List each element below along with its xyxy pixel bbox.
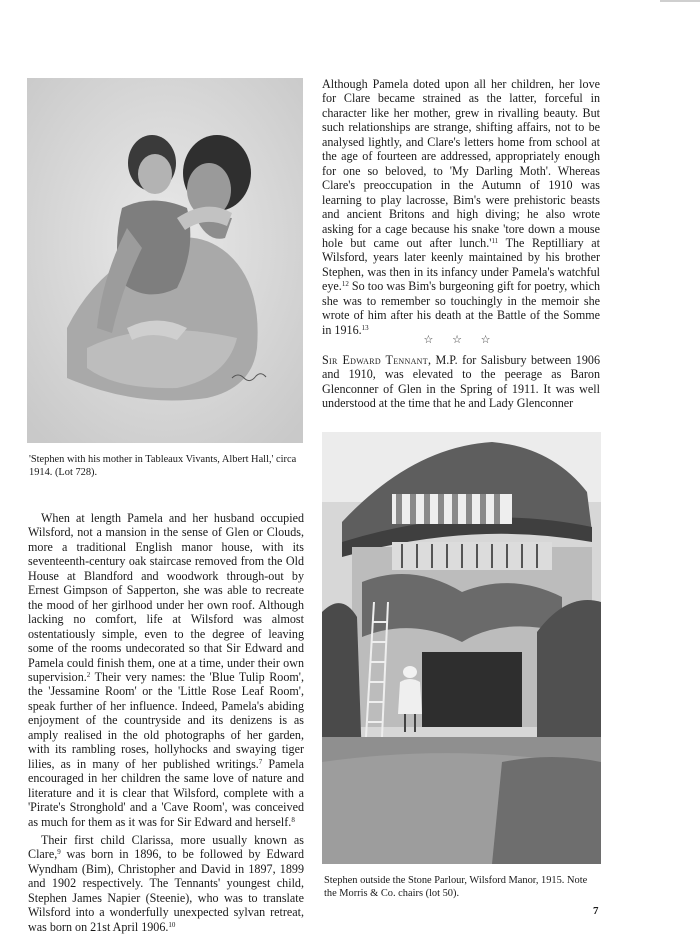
footnote-ref: 9	[57, 848, 61, 857]
right-column-upper-text	[322, 77, 600, 337]
footnote-ref: 12	[341, 280, 349, 289]
photo-caption-mother-and-child: 'Stephen with his mother in Tableaux Vivants, Albert Hall,' circa 1914. (Lot 728).	[29, 454, 297, 478]
text-run: Their very names: the 'Blue Tulip Room', the 'Jessamine Room' or the 'Little Rose Leaf Room', speak further of her influence. Indeed, Pamela's abiding enjoyment of the countryside and its denizens is as amply realised in the old photographs of her garden, with its rambling roses, hollyhocks and swaying tiger lilies, as in many of her published writings.	[28, 669, 304, 771]
footnote-ref: 7	[258, 757, 263, 766]
text-run: Although Pamela doted upon all her children, her love for Clare became strained as the latter, forceful in character like her mother, grew in rivalling beauty. But such relationships are strange, shifting affairs, not to be analysed lightly, and Clare's letters home from school at the age of fourteen are addressed, appropriately enough for one so beloved, to 'My Darling Moth'. Whereas Clare's preoccupation in the Autumn of 1910 was learning to play lacrosse, Bim's were prehistoric beasts and ancient Britons and high diving; he also wrote asking for a cage because his snake 'tore down a mouse hole but came out after lunch.'	[322, 77, 600, 250]
text-run: was born in 1896, to be followed by Edward Wyndham (Bim), Christopher and David in 1897, 1899 and 1902 respectively. The Tennants' youngest child, Stephen James Napier (Steenie), who was to translate Wilsford into a wonderfully unexpected sylvan retreat, was born on 21st April 1906.	[28, 847, 304, 934]
paragraph	[28, 833, 304, 934]
footnote-ref: 10	[168, 920, 176, 929]
paragraph	[322, 353, 600, 411]
photo-caption-stone-parlour: Stephen outside the Stone Parlour, Wilsford Manor, 1915. Note the Morris & Co. chairs (lot 50).	[324, 875, 588, 899]
footnote-ref: 8	[291, 815, 295, 824]
text-run: Pamela encouraged in her children the same love of nature and literature and it is clear that Wilsford, complete with a 'Pirate's Stronghold' and a 'Cave Room', was conceived as much for them as it was for Sir Edward and herself.	[28, 756, 304, 829]
section-separator-stars: ☆ ☆ ☆	[423, 334, 499, 346]
footnote-ref: 13	[361, 323, 369, 332]
paragraph	[28, 511, 304, 829]
text-run: Their first child Clarissa, more usually known as Clare,	[28, 832, 304, 862]
photo-mother-and-child	[27, 78, 303, 443]
lead-in-name: Sir Edward Tennant	[322, 353, 428, 367]
left-column-body-text	[28, 511, 304, 934]
text-run: So too was Bim's burgeoning gift for poetry, which she was to remember so touchingly in the memoir she wrote of him after his death at the Battle of the Somme in 1916.	[322, 279, 600, 337]
paragraph	[322, 77, 600, 337]
photo-wilsford-manor-stone-parlour	[322, 432, 601, 864]
page-number: 7	[593, 905, 599, 917]
footnote-ref: 11	[491, 236, 499, 245]
top-edge-rule	[660, 0, 700, 2]
text-run: When at length Pamela and her husband occupied Wilsford, not a mansion in the sense of Glen or Clouds, more a traditional English manor house, with its seventeenth-century oak staircase removed from the Old House at Blandford and woodwork through-out by Ernest Gimpson of Sapperton, she was able to recreate the mood of her girlhood under her own roof. Although lacking no comfort, life at Wilsford was almost ostentatiously simple, even to the degree of leaving some of the rooms undecorated so that Sir Edward and Pamela could finish them, one at a time, under their own supervision.	[28, 511, 304, 684]
footnote-ref: 2	[86, 670, 91, 679]
text-run: The Reptilliary at Wilsford, years later keenly maintained by his brother Stephen, was then in its infancy under Pamela's watchful eye.	[322, 235, 601, 294]
text-run: , M.P. for Salisbury between 1906 and 1910, was elevated to the peerage as Baron Glenconner of Glen in the Spring of 1911. It was well understood at the time that he and Lady Glenconner	[322, 353, 600, 411]
right-column-section-text	[322, 353, 600, 411]
